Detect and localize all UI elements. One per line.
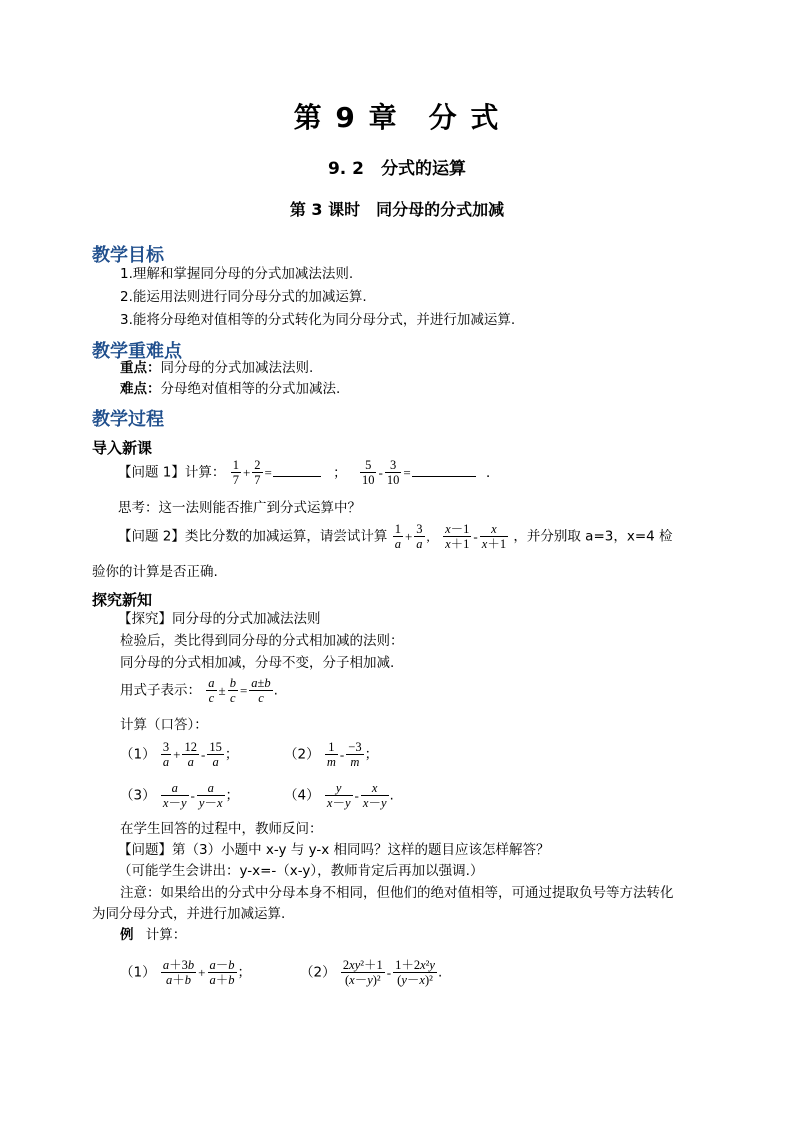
period: . xyxy=(437,964,443,981)
fraction: $\frac{2}{7}$ xyxy=(254,458,261,487)
oral-problem-3: （3） $\frac{a}{x-y}$ - $\frac{a}{y-x}$ ； xyxy=(120,781,240,810)
period: . xyxy=(389,787,394,804)
difficulty-text: 分母绝对值相等的分式加减法. xyxy=(160,381,341,397)
formula-line: 用式子表示： $\frac{a}{c}$ ± $\frac{b}{c}$ = $\frac{a\pm b}{c}$ . xyxy=(120,676,278,705)
focus-text: 同分母的分式加减法法则. xyxy=(160,360,314,376)
focus-line xyxy=(120,359,313,377)
example-label: 例 xyxy=(120,927,134,943)
fraction: $\frac{b}{c}$ xyxy=(229,676,236,705)
fraction: $\frac{3}{a}$ xyxy=(416,522,423,551)
separator: ； xyxy=(333,464,347,481)
oral-problem-4: （4） $\frac{y}{x-y}$ - $\frac{x}{x-y}$ . xyxy=(284,781,394,810)
formula-label: 用式子表示： xyxy=(120,682,201,699)
answer-blank[interactable] xyxy=(412,464,476,477)
separator: ； xyxy=(224,746,239,763)
fraction: $\frac{1}{a}$ xyxy=(394,522,401,551)
separator: ； xyxy=(237,964,252,981)
example-problem-2: （2） $\frac{\text{2xy²＋1}}{\text{(x－y)²}}$ - $\frac{\text{1＋2x²y}}{\text{(y－x)²}}$ . xyxy=(300,958,443,987)
think-line: 思考：这一法则能否推广到分式运算中？ xyxy=(118,500,361,516)
fraction: $\frac{x}{x+1}$ xyxy=(481,522,507,551)
period: . xyxy=(273,682,278,699)
fraction: $\frac{a}{c}$ xyxy=(208,676,215,705)
rule-text: 同分母的分式相加减，分母不变，分子相加减. xyxy=(120,655,395,671)
possible-answer: （可能学生会讲出：y-x=-（x-y），教师肯定后再加以强调.） xyxy=(118,863,484,879)
goal-item: 3.能将分母绝对值相等的分式转化为同分母分式，并进行加减运算. xyxy=(120,312,516,328)
explore-heading: 探究新知 xyxy=(92,591,153,609)
note-line-2: 为同分母分式，并进行加减运算. xyxy=(92,906,286,922)
section-title: 9. 2 分式的运算 xyxy=(327,159,467,179)
question-1: 【问题 1】计算： $\frac{1}{7}$ + $\frac{2}{7}$ = ； $\frac{5}{10}$ - $\frac{3}{10}$ = ． xyxy=(118,458,500,487)
problem-number: （2） xyxy=(300,964,336,981)
problem-number: （1） xyxy=(120,964,156,981)
lesson-title: 第 3 课时 同分母的分式加减 xyxy=(289,200,505,219)
fraction: $\frac{15}{a}$ xyxy=(209,740,222,769)
fraction: $\frac{a}{y-x}$ xyxy=(198,781,223,810)
example-problem-1: （1） $\frac{a+3b}{a+b}$ + $\frac{a-b}{a+b}$ ； xyxy=(120,958,252,987)
teacher-ask: 在学生回答的过程中，教师反问： xyxy=(120,821,323,837)
answer-blank[interactable] xyxy=(273,464,321,477)
rule-intro: 检验后，类比得到同分母的分式相加减的法则： xyxy=(120,633,404,649)
separator: ； xyxy=(225,787,240,804)
chapter-title: 第 9 章 分 式 xyxy=(293,101,501,134)
process-heading: 教学过程 xyxy=(92,409,164,430)
difficulty-line xyxy=(120,380,340,398)
fraction: $\frac{a+3b}{a+b}$ xyxy=(162,958,195,987)
q2-label: 【问题 2】类比分数的加减运算，请尝试计算 xyxy=(118,528,388,545)
separator: ； xyxy=(364,746,379,763)
fraction: $\frac{12}{a}$ xyxy=(184,740,197,769)
question-2: 【问题 2】类比分数的加减运算，请尝试计算 $\frac{1}{a}$ + $\frac{3}{a}$ , $\frac{x-1}{x+1}$ - $\frac{x}{x+1}$ ，并分别取 a=3，x=4 检 xyxy=(118,522,673,551)
fraction: $\frac{1}{7}$ xyxy=(232,458,239,487)
problem-number: （4） xyxy=(284,787,320,804)
fraction: $\frac{3}{a}$ xyxy=(162,740,170,769)
problem-number: （2） xyxy=(284,746,320,763)
note-line-1: 注意：如果给出的分式中分母本身不相同，但他们的绝对值相等，可通过提取负号等方法转化 xyxy=(120,885,674,901)
q1-label: 【问题 1】计算： xyxy=(118,464,226,481)
fraction: $\frac{\text{2xy²＋1}}{\text{(x－y)²}}$ xyxy=(342,958,383,987)
fraction: $\frac{5}{10}$ xyxy=(361,458,375,487)
fraction: $\frac{a}{x-y}$ xyxy=(162,781,187,810)
q1-tail: ． xyxy=(485,464,500,481)
q2-continuation: 验你的计算是否正确. xyxy=(92,564,218,580)
intro-heading: 导入新课 xyxy=(92,439,153,457)
focus-label: 重点： xyxy=(120,360,161,376)
fraction: $\frac{a-b}{a+b}$ xyxy=(209,958,235,987)
fraction: $\frac{a\pm b}{c}$ xyxy=(251,676,271,705)
example-line xyxy=(120,926,186,944)
question-line: 【问题】第（3）小题中 x-y 与 y-x 相同吗？这样的题目应该怎样解答？ xyxy=(118,842,550,858)
key-points-heading: 教学重难点 xyxy=(92,341,182,362)
fraction: $\frac{3}{10}$ xyxy=(386,458,400,487)
fraction: $\frac{\text{1＋2x²y}}{\text{(y－x)²}}$ xyxy=(395,958,435,987)
oral-label: 计算（口答）： xyxy=(120,717,208,733)
example-text: 计算： xyxy=(145,927,187,943)
problem-number: （3） xyxy=(120,787,156,804)
q2-tail: ，并分别取 a=3，x=4 检 xyxy=(513,528,673,545)
fraction: $\frac{y}{x-y}$ xyxy=(326,781,351,810)
explore-title: 【探究】同分母的分式加减法法则 xyxy=(118,611,321,627)
oral-problem-1: （1） $\frac{3}{a}$ + $\frac{12}{a}$ - $\frac{15}{a}$ ； xyxy=(120,740,239,769)
fraction: $\frac{1}{m}$ xyxy=(326,740,336,769)
fraction: $\frac{-3}{m}$ xyxy=(348,740,362,769)
fraction: $\frac{x-1}{x+1}$ xyxy=(445,522,470,551)
fraction: $\frac{x}{x-y}$ xyxy=(362,781,387,810)
goal-item: 2.能运用法则进行同分母分式的加减运算. xyxy=(120,289,367,305)
oral-problem-2: （2） $\frac{1}{m}$ - $\frac{-3}{m}$ ； xyxy=(284,740,379,769)
problem-number: （1） xyxy=(120,746,156,763)
goals-heading: 教学目标 xyxy=(92,245,164,266)
goal-item: 1.理解和掌握同分母的分式加减法法则. xyxy=(120,266,354,282)
difficulty-label: 难点： xyxy=(120,381,161,397)
